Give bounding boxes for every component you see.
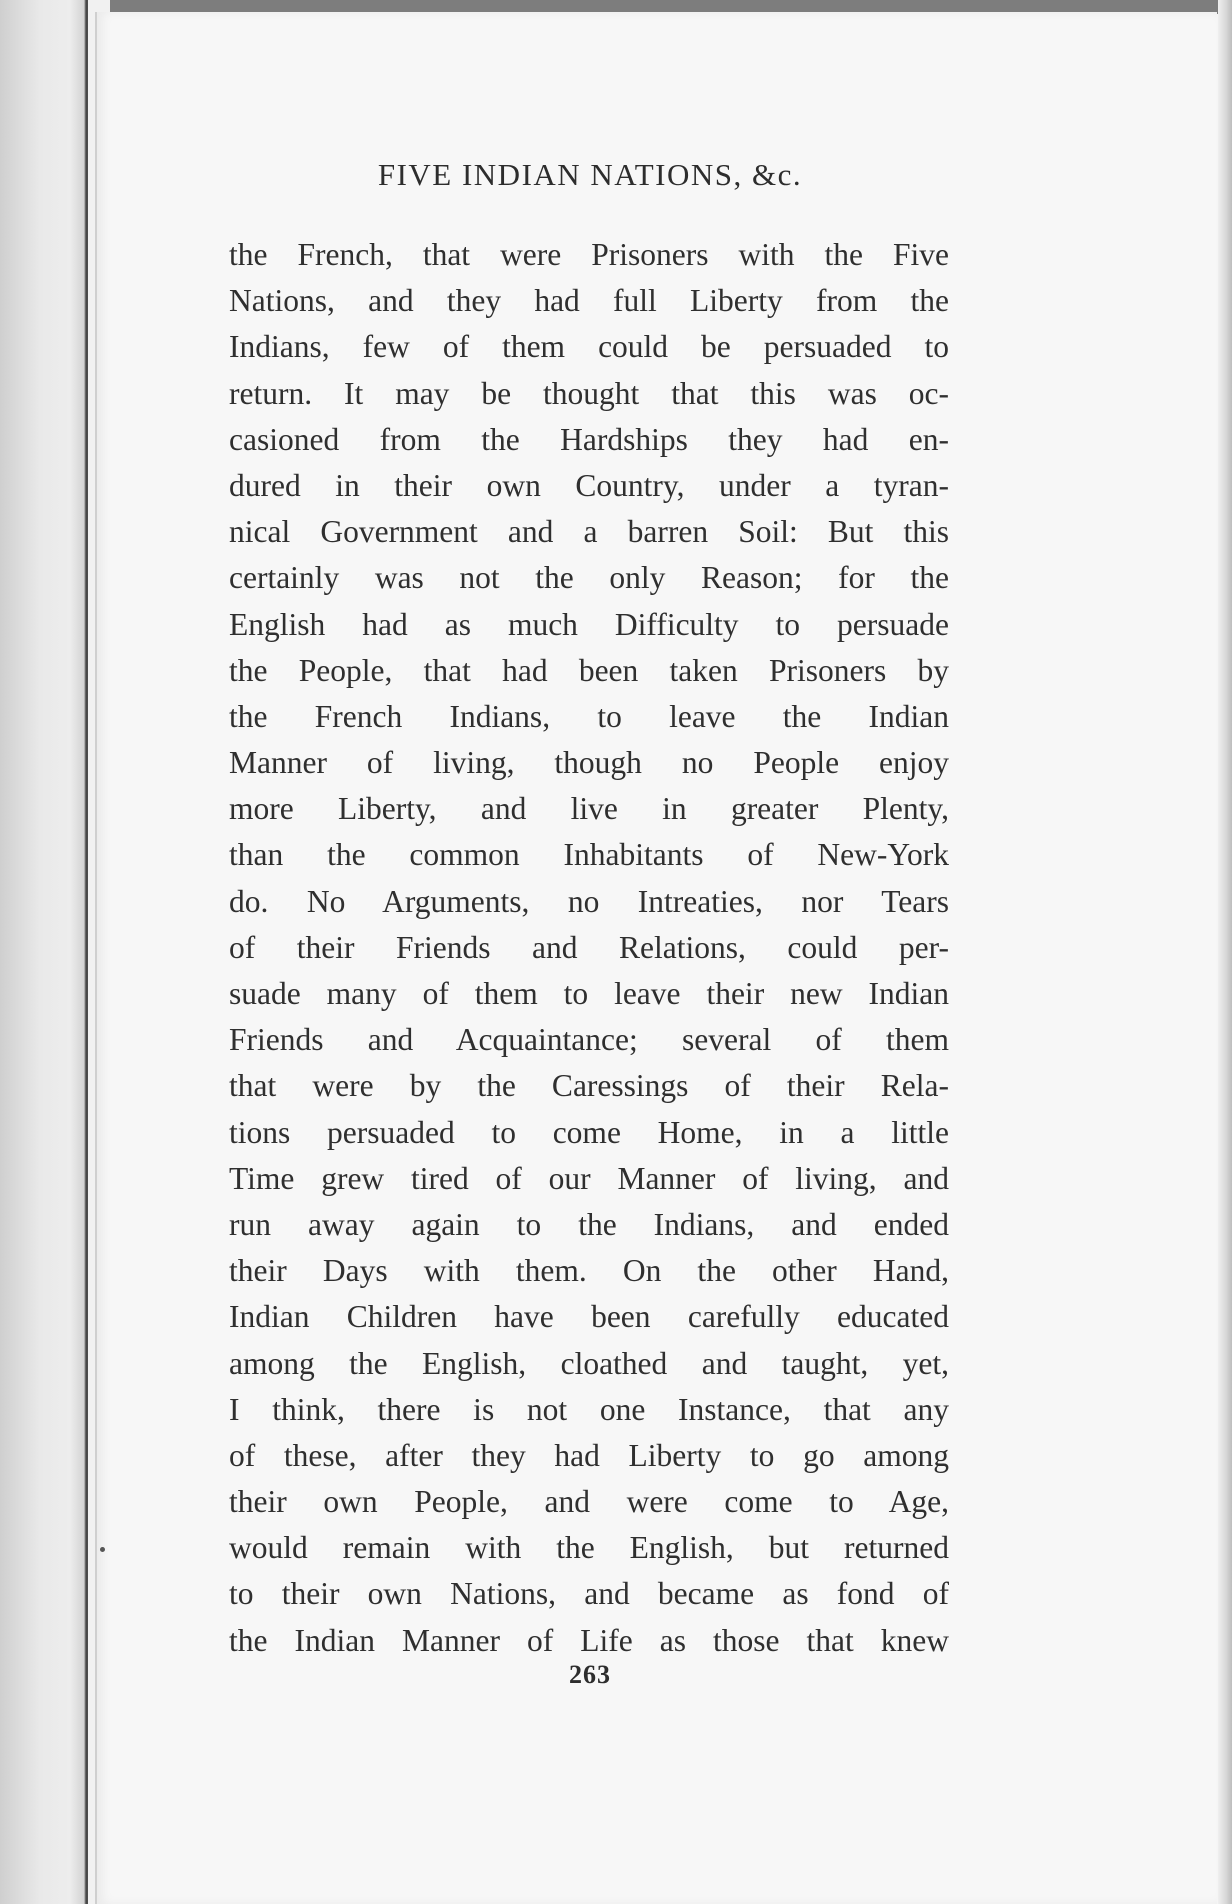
text-line: that were by the Caressings of their Rela- xyxy=(229,1068,949,1104)
text-line: would remain with the English, but returned xyxy=(229,1530,949,1566)
text-line: Friends and Acquaintance; several of them xyxy=(229,1022,949,1058)
right-page-edge xyxy=(1218,0,1232,1904)
text-line: the People, that had been taken Prisoners by xyxy=(229,652,949,688)
text-line: to their own Nations, and became as fond of xyxy=(229,1576,949,1612)
text-line: of these, after they had Liberty to go among xyxy=(229,1437,949,1473)
text-line: nical Government and a barren Soil: But this xyxy=(229,514,949,550)
text-line: Manner of living, though no People enjoy xyxy=(229,745,949,781)
text-line: tions persuaded to come Home, in a little xyxy=(229,1114,949,1150)
text-line: Indians, few of them could be persuaded to xyxy=(229,329,949,365)
text-line: the French, that were Prisoners with the Five xyxy=(229,237,949,272)
text-line: Time grew tired of our Manner of living, and xyxy=(229,1160,949,1196)
text-line: their own People, and were come to Age, xyxy=(229,1484,949,1520)
text-line: do. No Arguments, no Intreaties, nor Tears xyxy=(229,883,949,919)
scan-speck xyxy=(100,1547,105,1552)
text-line: English had as much Difficulty to persuade xyxy=(229,606,949,642)
body-text xyxy=(229,232,949,1664)
text-line: casioned from the Hardships they had en- xyxy=(229,421,949,457)
text-line: suade many of them to leave their new Indian xyxy=(229,976,949,1011)
page-number: 263 xyxy=(569,1660,611,1689)
text-line: than the common Inhabitants of New-York xyxy=(229,837,949,873)
text-line: the Indian Manner of Life as those that knew xyxy=(229,1622,949,1658)
text-line: more Liberty, and live in greater Plenty, xyxy=(229,791,949,827)
text-line: run away again to the Indians, and ended xyxy=(229,1206,949,1242)
text-line: Nations, and they had full Liberty from the xyxy=(229,283,949,319)
text-line: Indian Children have been carefully educated xyxy=(229,1299,949,1335)
text-line: return. It may be thought that this was oc- xyxy=(229,375,949,411)
text-line: certainly was not the only Reason; for the xyxy=(229,560,949,596)
text-line: dured in their own Country, under a tyran- xyxy=(229,467,949,503)
text-line: among the English, cloathed and taught, yet, xyxy=(229,1345,949,1381)
text-line: the French Indians, to leave the Indian xyxy=(229,698,949,734)
left-page-edge xyxy=(0,0,88,1904)
text-line: their Days with them. On the other Hand, xyxy=(229,1253,949,1289)
text-line: of their Friends and Relations, could per- xyxy=(229,929,949,965)
running-head: FIVE INDIAN NATIONS, &c. xyxy=(377,157,803,192)
text-line: I think, there is not one Instance, that any xyxy=(229,1391,949,1427)
